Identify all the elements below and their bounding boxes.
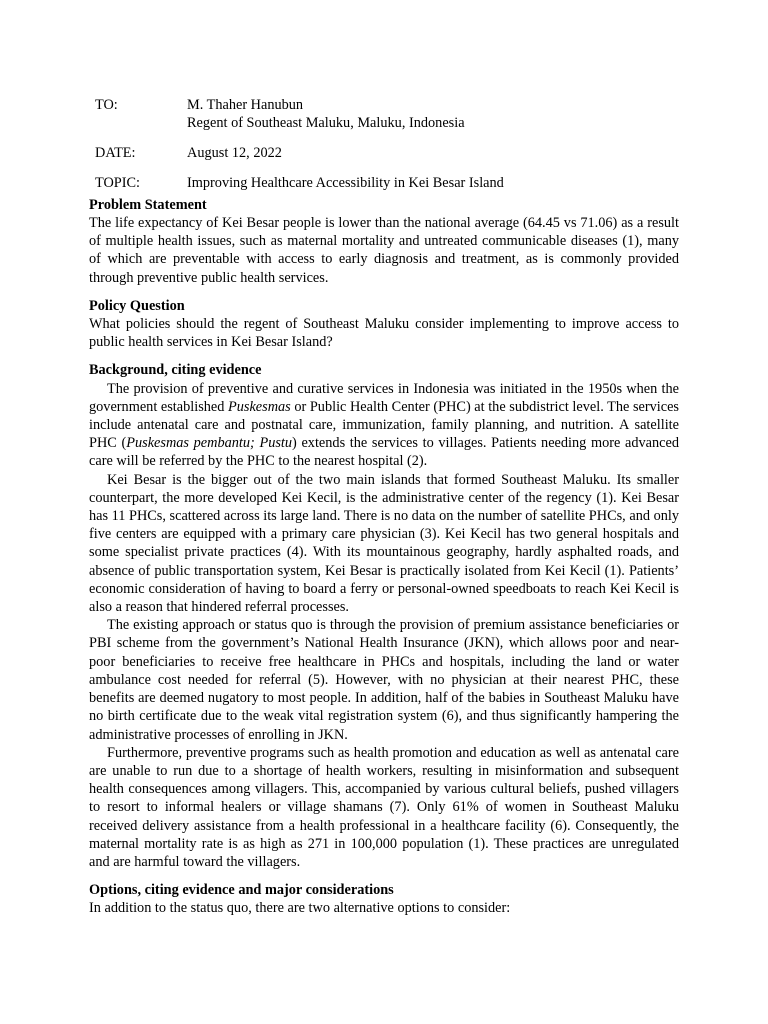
topic-row <box>89 174 679 192</box>
recipient-title: Regent of Southeast Maluku, Maluku, Indonesia <box>187 115 465 132</box>
background-paragraph-4: Furthermore, preventive programs such as health promotion and education as well as antenatal care are unable to run due to a shortage of health workers, resulting in misinformation and subsequent health consequences among villagers. This, accompanied by various cultural beliefs, pushed villagers to resort to informal healers or village shamans (7). Only 61% of women in Southeast Maluku received delivery assistance from a health professional in a healthcare facility (6). Consequently, the maternal mortality rate is as high as 271 in 100,000 population (1). These practices are unregulated and are harmful toward the villagers. <box>89 744 679 870</box>
options-heading: Options, citing evidence and major considerations <box>89 882 394 899</box>
term-pustu: Puskesmas pembantu; Pustu <box>126 435 293 452</box>
date-row <box>89 144 679 162</box>
memo-header <box>89 96 679 192</box>
background-paragraph-1: The provision of preventive and curative services in Indonesia was initiated in the 1950s when the government established Puskesmas or Public Health Center (PHC) at the subdistrict level. The services include antenatal care and postnatal care, immunization, family planning, and nutrition. A satellite PHC (Puskesmas pembantu; Pustu) extends the services to villages. Patients needing more advanced care will be referred by the PHC to the nearest hospital (2). <box>89 380 679 470</box>
topic-value: Improving Healthcare Accessibility in Kei Besar Island <box>187 174 504 191</box>
to-value <box>187 96 679 132</box>
problem-text: The life expectancy of Kei Besar people is lower than the national average (64.45 vs 71.06) as a result of multiple health issues, such as maternal mortality and untreated communicable diseases (1), many of which are preventable with access to early diagnosis and treatment, as is commonly provided through preventive public health services. <box>89 215 679 286</box>
problem-heading: Problem Statement <box>89 196 207 213</box>
options-text: In addition to the status quo, there are two alternative options to consider: <box>89 900 511 917</box>
date-label: DATE: <box>95 144 136 161</box>
background-paragraph-2: Kei Besar is the bigger out of the two main islands that formed Southeast Maluku. Its smaller counterpart, the more developed Kei Kecil, is the administrative center of the regency (1). Kei Besar has 11 PHCs, scattered across its large land. There is no data on the number of satellite PHCs, and only five centers are equipped with a primary care physician (3). Kei Kecil has two general hospitals and some specialist private practices (4). With its mountainous geography, hardly asphalted roads, and absence of public transportation system, Kei Besar is practically isolated from Kei Kecil (1). Patients’ economic consideration of having to board a ferry or personal-owned speedboats to reach Kei Kecil is also a reason that hindered referral processes. <box>89 471 679 616</box>
question-text: What policies should the regent of Southeast Maluku consider implementing to improve access to public health services in Kei Besar Island? <box>89 316 679 351</box>
topic-label: TOPIC: <box>95 174 141 191</box>
to-label: TO: <box>95 97 118 113</box>
to-row <box>89 96 679 132</box>
question-heading: Policy Question <box>89 297 185 314</box>
recipient-name: M. Thaher Hanubun <box>187 97 304 113</box>
term-puskesmas: Puskesmas <box>228 398 291 415</box>
background-heading: Background, citing evidence <box>89 362 262 379</box>
date-value: August 12, 2022 <box>187 144 282 161</box>
background-paragraph-3: The existing approach or status quo is through the provision of premium assistance beneficiaries or PBI scheme from the government’s National Health Insurance (JKN), which allows poor and near-poor beneficiaries to receive free healthcare in PHCs and hospitals, including the land or water ambulance cost needed for referral (5). However, with no physician at their nearest PHC, these benefits are deemed nugatory to most people. In addition, half of the babies in Southeast Maluku have no birth certificate due to the weak vital registration system (6), and thus significantly hampering the administrative processes of enrolling in JKN. <box>89 617 679 743</box>
memo-document <box>89 96 679 918</box>
